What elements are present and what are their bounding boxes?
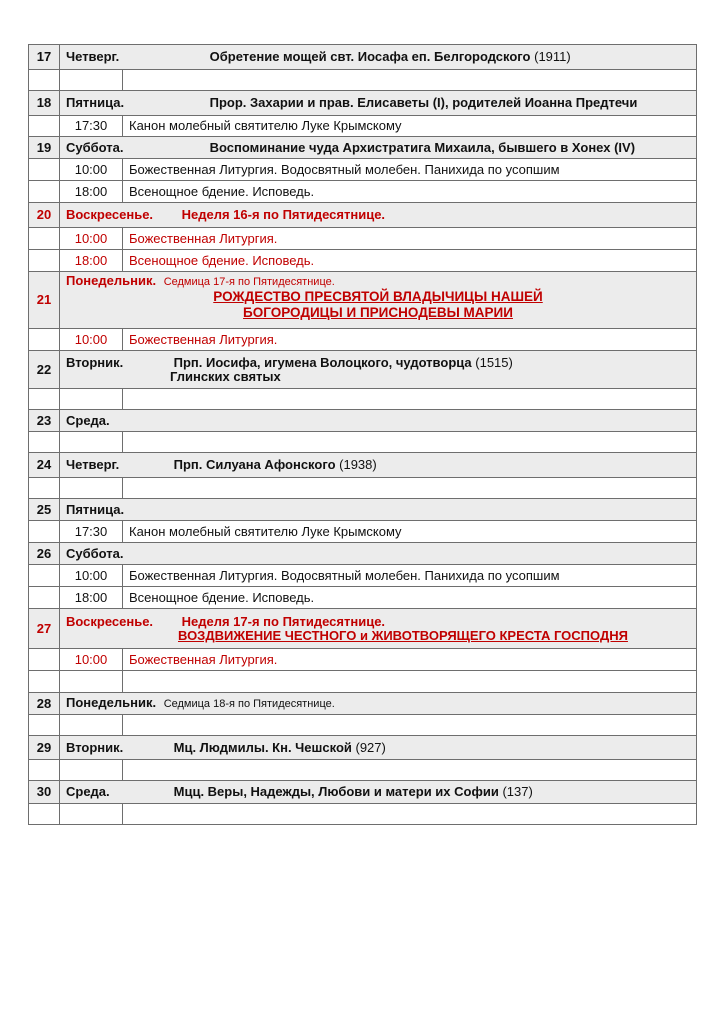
sunday-title: Неделя 16-я по Пятидесятнице. <box>181 207 386 222</box>
schedule-table <box>28 44 697 825</box>
service-text: Канон молебный святителю Луке Крымскому <box>123 116 697 137</box>
service-time: 18:00 <box>60 587 123 609</box>
day-number: 20 <box>29 203 60 228</box>
day-header <box>60 736 697 760</box>
weekday: Пятница. <box>66 501 125 517</box>
day-number: 30 <box>29 781 60 804</box>
service-time: 18:00 <box>60 250 123 272</box>
day-number: 28 <box>29 693 60 715</box>
service-text: Божественная Литургия. <box>123 228 697 250</box>
day-row-26 <box>29 543 697 565</box>
empty-row <box>29 804 697 825</box>
memory-year: (1938) <box>339 457 377 472</box>
day-number: 26 <box>29 543 60 565</box>
sedmica-note: Седмица 17-я по Пятидесятнице. <box>163 276 335 288</box>
service-time: 17:30 <box>60 116 123 137</box>
day-number: 22 <box>29 351 60 389</box>
service-row <box>29 649 697 671</box>
day-row-25 <box>29 499 697 521</box>
day-header <box>60 137 697 159</box>
sunday-title: Неделя 17-я по Пятидесятнице. <box>181 613 386 629</box>
empty-row <box>29 389 697 410</box>
day-row-27 <box>29 609 697 649</box>
day-header <box>60 693 697 715</box>
day-row-30 <box>29 781 697 804</box>
day-header <box>60 91 697 116</box>
empty-row <box>29 760 697 781</box>
day-row-24 <box>29 453 697 478</box>
day-number: 23 <box>29 410 60 432</box>
day-header <box>60 499 697 521</box>
memory-year: (1911) <box>534 49 571 64</box>
day-number: 24 <box>29 453 60 478</box>
day-header <box>60 543 697 565</box>
day-number: 29 <box>29 736 60 760</box>
day-number: 25 <box>29 499 60 521</box>
service-text: Божественная Литургия. Водосвятный молебен. Панихида по усопшим <box>123 565 697 587</box>
day-row-22 <box>29 351 697 389</box>
service-row <box>29 521 697 543</box>
weekday: Воскресенье. <box>66 613 154 629</box>
service-row <box>29 565 697 587</box>
empty-row <box>29 671 697 693</box>
weekday: Вторник. <box>66 354 124 370</box>
service-row <box>29 181 697 203</box>
service-row <box>29 228 697 250</box>
day-row-23 <box>29 410 697 432</box>
service-time: 10:00 <box>60 565 123 587</box>
memory-title: Мц. Людмилы. Кн. Чешской <box>173 739 352 755</box>
empty-row <box>29 432 697 453</box>
service-time: 18:00 <box>60 181 123 203</box>
service-time: 10:00 <box>60 159 123 181</box>
weekday: Понедельник. <box>66 273 157 288</box>
weekday: Среда. <box>66 412 110 428</box>
service-row <box>29 329 697 351</box>
service-time: 17:30 <box>60 521 123 543</box>
service-text: Всенощное бдение. Исповедь. <box>123 181 697 203</box>
memory-title: Обретение мощей свт. Иосафа еп. Белгородского <box>209 49 531 64</box>
sedmica-note: Седмица 18-я по Пятидесятнице. <box>163 698 335 710</box>
empty-row <box>29 70 697 91</box>
day-row-29 <box>29 736 697 760</box>
service-time: 10:00 <box>60 649 123 671</box>
day-row-18 <box>29 91 697 116</box>
memory-title: Прп. Иосифа, игумена Волоцкого, чудотворца <box>173 354 472 370</box>
weekday: Четверг. <box>66 457 120 472</box>
day-header <box>60 203 697 228</box>
weekday: Четверг. <box>66 49 120 64</box>
weekday: Пятница. <box>66 95 125 110</box>
day-header <box>60 781 697 804</box>
service-row <box>29 159 697 181</box>
memory-title: Прор. Захарии и прав. Елисаветы (I), родителей Иоанна Предтечи <box>209 95 638 110</box>
day-number: 27 <box>29 609 60 649</box>
service-row <box>29 250 697 272</box>
memory-year: (1515) <box>475 354 513 370</box>
empty-row <box>29 478 697 499</box>
weekday: Понедельник. <box>66 695 157 710</box>
memory-title: Мцц. Веры, Надежды, Любови и матери их Софии <box>173 784 499 799</box>
service-time: 10:00 <box>60 228 123 250</box>
day-row-17 <box>29 45 697 70</box>
service-time: 10:00 <box>60 329 123 351</box>
memory-year: (137) <box>502 784 533 799</box>
day-header <box>60 45 697 70</box>
feast-title-line-1: РОЖДЕСТВО ПРЕСВЯТОЙ ВЛАДЫЧИЦЫ НАШЕЙ <box>213 289 543 304</box>
day-header <box>60 272 697 329</box>
day-number: 21 <box>29 272 60 329</box>
day-number: 17 <box>29 45 60 70</box>
empty-row <box>29 715 697 736</box>
service-text: Божественная Литургия. <box>123 329 697 351</box>
weekday: Суббота. <box>66 139 124 155</box>
day-header <box>60 453 697 478</box>
memory-title: Прп. Силуана Афонского <box>173 457 336 472</box>
weekday: Суббота. <box>66 545 124 561</box>
feast-title-line-2: БОГОРОДИЦЫ И ПРИСНОДЕВЫ МАРИИ <box>243 305 513 320</box>
service-row <box>29 116 697 137</box>
day-row-21 <box>29 272 697 329</box>
day-row-28 <box>29 693 697 715</box>
day-number: 18 <box>29 91 60 116</box>
service-text: Всенощное бдение. Исповедь. <box>123 587 697 609</box>
day-header <box>60 609 697 649</box>
service-text: Всенощное бдение. Исповедь. <box>123 250 697 272</box>
memory-title-2: Глинских святых <box>170 368 281 384</box>
day-row-19 <box>29 137 697 159</box>
service-text: Канон молебный святителю Луке Крымскому <box>123 521 697 543</box>
feast-title-line: ВОЗДВИЖЕНИЕ ЧЕСТНОГО и ЖИВОТВОРЯЩЕГО КРЕСТА ГОСПОДНЯ <box>178 627 628 643</box>
service-row <box>29 587 697 609</box>
memory-title: Воспоминание чуда Архистратига Михаила, бывшего в Хонех (IV) <box>209 139 636 155</box>
day-number: 19 <box>29 137 60 159</box>
day-header <box>60 351 697 389</box>
weekday: Вторник. <box>66 739 124 755</box>
service-text: Божественная Литургия. Водосвятный молебен. Панихида по усопшим <box>123 159 697 181</box>
weekday: Воскресенье. <box>66 207 154 222</box>
service-text: Божественная Литургия. <box>123 649 697 671</box>
memory-year: (927) <box>355 739 386 755</box>
day-row-20 <box>29 203 697 228</box>
day-header <box>60 410 697 432</box>
weekday: Среда. <box>66 784 110 799</box>
